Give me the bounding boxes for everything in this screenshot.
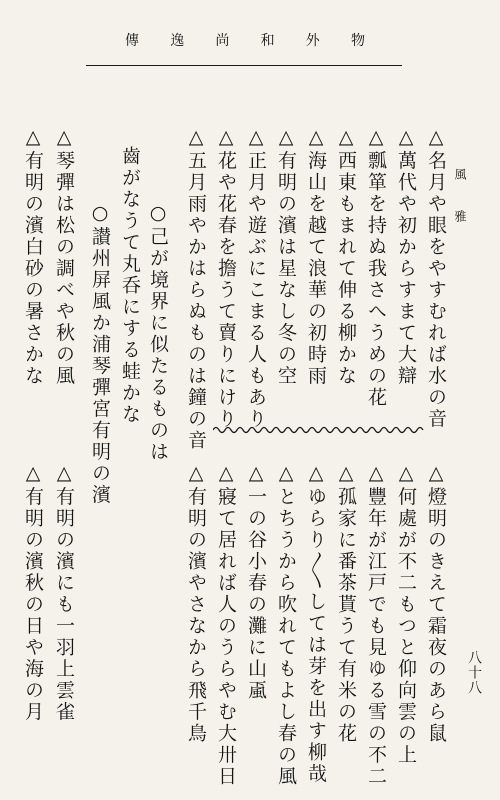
triangle-mark-icon: △	[395, 126, 417, 151]
poem-line	[363, 462, 385, 788]
poem-line	[273, 462, 295, 788]
poem-text: 一の谷小春の灘に山颪	[245, 486, 267, 702]
prelude-line	[87, 202, 109, 506]
poem-text: 有明の濱は星なし冬の空	[275, 150, 297, 387]
poem-line	[273, 126, 295, 387]
poem-line	[423, 462, 445, 745]
triangle-mark-icon: △	[365, 462, 387, 487]
prelude-line	[117, 146, 139, 426]
triangle-mark-icon: △	[53, 126, 75, 151]
poem-line	[20, 126, 42, 387]
running-head-title	[125, 30, 365, 50]
triangle-mark-icon: △	[275, 462, 297, 487]
section-label: 風雅	[453, 168, 467, 252]
poem-text: 正月や遊ぶにこまる人もあり	[245, 150, 267, 430]
poem-text: 有明の濱やさなから飛千鳥	[185, 486, 207, 745]
poem-line	[393, 462, 415, 766]
prelude-text: 齒がなうて丸呑にする蛙かな	[119, 146, 141, 426]
poem-text: 有明の濱白砂の暑さかな	[22, 150, 44, 387]
poem-line	[423, 126, 445, 430]
poem-text: 琴彈は松の調べや秋の風	[53, 150, 75, 387]
triangle-mark-icon: △	[245, 462, 267, 487]
poem-line	[213, 126, 235, 430]
wavy-separator	[213, 424, 425, 436]
triangle-mark-icon: △	[215, 126, 237, 151]
prelude-text: 讃州屏風か浦琴彈宮有明の濱	[89, 226, 111, 506]
triangle-mark-icon: △	[365, 126, 387, 151]
running-head-char: 外	[305, 33, 320, 49]
prelude-text: 己が境界に似たるものは	[147, 226, 169, 463]
poem-line	[393, 126, 415, 387]
triangle-mark-icon: △	[275, 126, 297, 151]
triangle-mark-icon: △	[425, 462, 447, 487]
poem-text: 西東もまれて伸る柳かな	[335, 150, 357, 387]
running-head-char: 傳	[125, 33, 139, 49]
circle-mark-icon: ○	[147, 202, 169, 227]
poem-text: ゆらり〳〵しては芽を出す柳哉	[305, 486, 327, 785]
poem-text: 豐年が江戸でも見ゆる雪の不二	[365, 486, 387, 788]
poem-text: 海山を越て浪華の初時雨	[305, 150, 327, 387]
poem-text: 有明の濱にも一羽上雲雀	[53, 486, 75, 723]
poem-line	[333, 462, 355, 745]
poem-line	[363, 126, 385, 409]
running-header	[0, 30, 500, 54]
prelude-line	[145, 202, 167, 463]
poem-line	[303, 462, 325, 785]
triangle-mark-icon: △	[425, 126, 447, 151]
poem-text: 寢て居れば人のうらやむ大卅日	[215, 486, 237, 788]
triangle-mark-icon: △	[305, 462, 327, 487]
poem-text: 何處が不二もつと仰向雲の上	[395, 486, 417, 766]
poem-text: 有明の濱秋の日や海の月	[22, 486, 44, 723]
running-head-char: 物	[350, 33, 365, 49]
poem-text: 花や花春を擔うて賣りにけり	[215, 150, 237, 430]
triangle-mark-icon: △	[185, 462, 207, 487]
poem-line	[243, 462, 265, 702]
header-rule	[86, 65, 402, 66]
triangle-mark-icon: △	[53, 462, 75, 487]
poem-text: とちうから吹れてもよし春の風	[275, 486, 297, 788]
triangle-mark-icon: △	[335, 126, 357, 151]
poem-line	[20, 462, 42, 723]
poem-line	[183, 126, 205, 452]
poem-line	[183, 462, 205, 745]
poem-text: 瓢箪を持ぬ我さへうめの花	[365, 150, 387, 409]
running-head-char: 逸	[170, 33, 185, 49]
triangle-mark-icon: △	[22, 462, 44, 487]
running-head-char: 尚	[215, 33, 230, 49]
triangle-mark-icon: △	[215, 462, 237, 487]
poem-line	[51, 462, 73, 723]
poem-text: 孤家に番茶貰うて有米の花	[335, 486, 357, 745]
poem-line	[51, 126, 73, 387]
triangle-mark-icon: △	[395, 462, 417, 487]
triangle-mark-icon: △	[305, 126, 327, 151]
poem-text: 燈明のきえて霜夜のあら鼠	[425, 486, 447, 745]
triangle-mark-icon: △	[245, 126, 267, 151]
page-number: 八十八	[466, 650, 482, 695]
triangle-mark-icon: △	[335, 462, 357, 487]
poem-line	[333, 126, 355, 387]
poem-line	[213, 462, 235, 788]
poem-text: 五月雨やかはらぬものは鐘の音	[185, 150, 207, 452]
triangle-mark-icon: △	[22, 126, 44, 151]
poem-line	[303, 126, 325, 387]
triangle-mark-icon: △	[185, 126, 207, 151]
poem-line	[243, 126, 265, 430]
poem-text: 萬代や初からすまて大辯	[395, 150, 417, 387]
running-head-char: 和	[260, 33, 275, 49]
circle-mark-icon: ○	[89, 202, 111, 227]
poem-text: 名月や眼をやすむれば水の音	[425, 150, 447, 430]
